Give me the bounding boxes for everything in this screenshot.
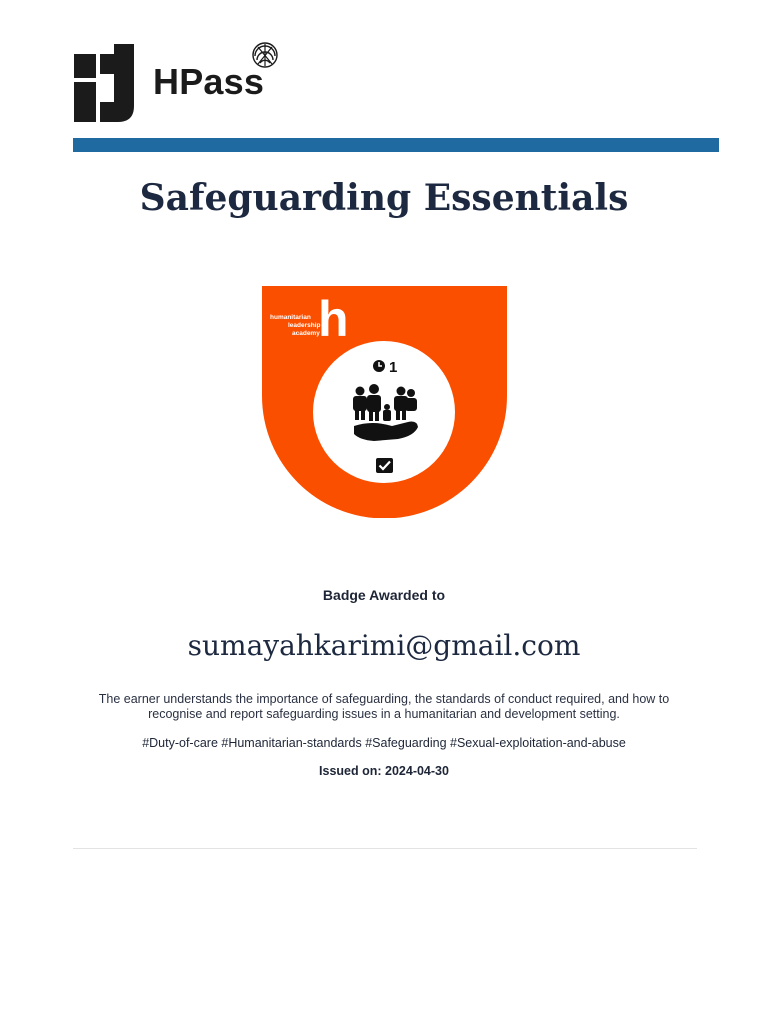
hpass-logo [74,42,284,124]
badge-image [262,286,507,518]
hpass-logo-mark [74,44,134,122]
badge-org-letter: h [318,291,349,347]
recipient-email: sumayahkarimi@gmail.com [187,629,581,662]
checkbox-icon [376,458,393,473]
badge-description: The earner understands the importance of safeguarding, the standards of conduct required, and how to recognise and report safeguarding issues in a humanitarian and development setting. [98,692,670,721]
badge-awarded-label: Badge Awarded to [322,587,446,603]
certificate-title: Safeguarding Essentials [139,177,629,219]
brand-name: HPass [153,61,265,102]
badge-tags: #Duty-of-care #Humanitarian-standards #Safeguarding #Sexual-exploitation-and-abuse [142,736,626,750]
badge-org-line-1: humanitarian [270,314,311,321]
badge-duration: 1 [389,359,398,376]
footer-divider [73,848,697,849]
issued-date: Issued on: 2024-04-30 [319,764,449,778]
header-accent-bar [73,138,719,152]
badge-org-line-2: leadership [288,322,321,329]
badge-org-line-3: academy [292,330,320,337]
sunburst-icon [252,42,278,68]
clock-icon [373,360,385,372]
